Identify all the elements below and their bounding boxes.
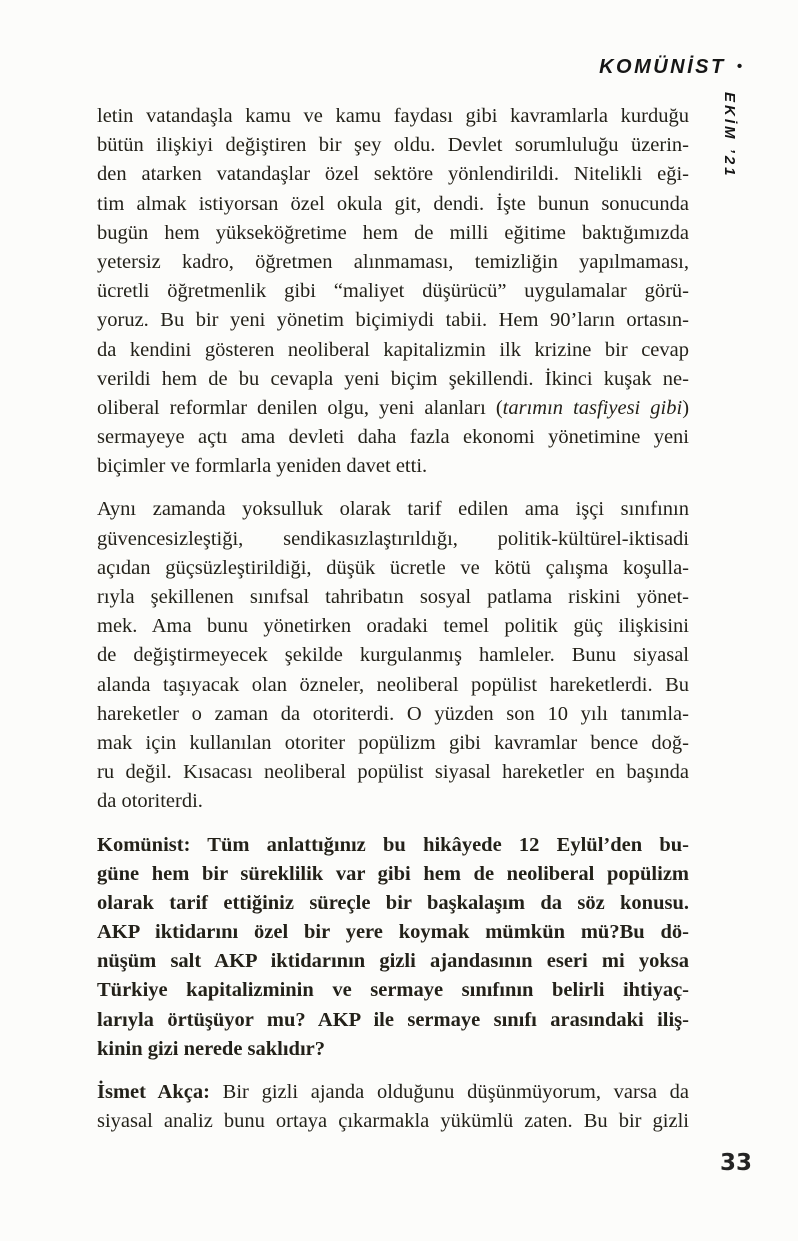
text-line: sermayeye açtı ama devleti daha fazla ekonomi yönetimine yeni — [97, 426, 689, 449]
text-line: açıdan güçsüzleştirildiği, düşük ücretle ve kötü çalışma koşulla- — [97, 556, 689, 579]
body-text — [97, 102, 689, 1150]
text-line: İsmet Akça: Bir gizli ajanda olduğunu düşünmüyorum, varsa da — [97, 1081, 689, 1103]
header-bullet-icon: • — [736, 57, 742, 75]
text-line: tim almak istiyorsan özel okula git, dendi. İşte bunun sonucunda — [97, 192, 689, 215]
paragraph — [97, 831, 689, 1065]
page-header — [599, 55, 742, 79]
text-line: mek. Ama bunu yönetirken oradaki temel politik güç ilişkisini — [97, 615, 689, 638]
text-line: bütün ilişkiyi değiştiren bir şey oldu. Devlet sorumluluğu üzerin- — [97, 134, 689, 157]
paragraph — [97, 1078, 689, 1136]
text-line: bugün hem yükseköğretime hem de milli eğitime baktığımızda — [97, 221, 689, 244]
text-line: hareketler o zaman da otoriterdi. O yüzden son 10 yılı tanımla- — [97, 702, 689, 725]
text-line: da kendini gösteren neoliberal kapitalizmin ilk krizine bir cevap — [97, 338, 689, 361]
text-line: den atarken vatandaşlar özel sektöre yönlendirildi. Nitelikli eği- — [97, 163, 689, 186]
text-line: Aynı zamanda yoksulluk olarak tarif edilen ama işçi sınıfının — [97, 498, 689, 521]
text-line: de değiştirmeyecek şekilde kurgulanmış hamleler. Bunu siyasal — [97, 644, 689, 667]
text-line: alanda taşıyacak olan özneler, neoliberal popülist hareketlerdi. Bu — [97, 673, 689, 696]
text-line: mak için kullanılan otoriter popülizm gibi kavramlar bence doğ- — [97, 731, 689, 754]
text-line: da otoriterdi. — [97, 790, 203, 813]
text-line: ru değil. Kısacası neoliberal popülist siyasal hareketler en başında — [97, 761, 689, 784]
journal-title: KOMÜNİST — [599, 55, 726, 78]
text-line: larıyla örtüşüyor mu? AKP ile sermaye sınıfı arasındaki iliş- — [97, 1008, 689, 1031]
paragraph — [97, 495, 689, 816]
text-line: olarak tarif ettiğiniz süreçle bir başkalaşım da söz konusu. — [97, 891, 689, 914]
text-line: rıyla şekillenen sınıfsal tahribatın sosyal patlama riskini yönet- — [97, 586, 689, 608]
text-line: biçimler ve formlarla yeniden davet etti. — [97, 455, 428, 478]
text-line: Türkiye kapitalizminin ve sermaye sınıfının belirli ihtiyaç- — [97, 979, 689, 1002]
text-line: kinin gizi nerede saklıdır? — [97, 1037, 326, 1060]
text-line: güne hem bir süreklilik var gibi hem de neoliberal popülizm — [97, 862, 689, 885]
text-line: nüşüm salt AKP iktidarının gizli ajandasının eseri mi yoksa — [97, 950, 689, 973]
paragraph — [97, 102, 689, 481]
issue-side-label: EKİM ’21 — [721, 92, 738, 179]
text-line: siyasal analiz bunu ortaya çıkarmakla yükümlü zaten. Bu bir gizli — [97, 1110, 689, 1133]
text-line: AKP iktidarını özel bir yere koymak mümkün mü?Bu dö- — [97, 921, 689, 944]
text-line: oliberal reformlar denilen olgu, yeni alanları (tarımın tasfiyesi gibi) — [97, 396, 690, 419]
text-line: güvencesizleştiği, sendikasızlaştırıldığı, politik-kültürel-iktisadi — [97, 527, 689, 550]
page-number: 33 — [719, 1150, 752, 1176]
text-line: ücretli öğretmenlik gibi “maliyet düşürücü” uygulamalar görü- — [97, 280, 689, 303]
text-line: yetersiz kadro, öğretmen alınmaması, temizliğin yapılmaması, — [97, 250, 689, 273]
text-line: letin vatandaşla kamu ve kamu faydası gibi kavramlarla kurduğu — [97, 105, 689, 127]
text-line: yoruz. Bu bir yeni yönetim biçimiydi tabii. Hem 90’ların ortasın- — [97, 309, 689, 332]
text-line: Komünist: Tüm anlattığınız bu hikâyede 12 Eylül’den bu- — [97, 833, 689, 856]
text-line: verildi hem de bu cevapla yeni biçim şekillendi. İkinci kuşak ne- — [97, 367, 689, 390]
